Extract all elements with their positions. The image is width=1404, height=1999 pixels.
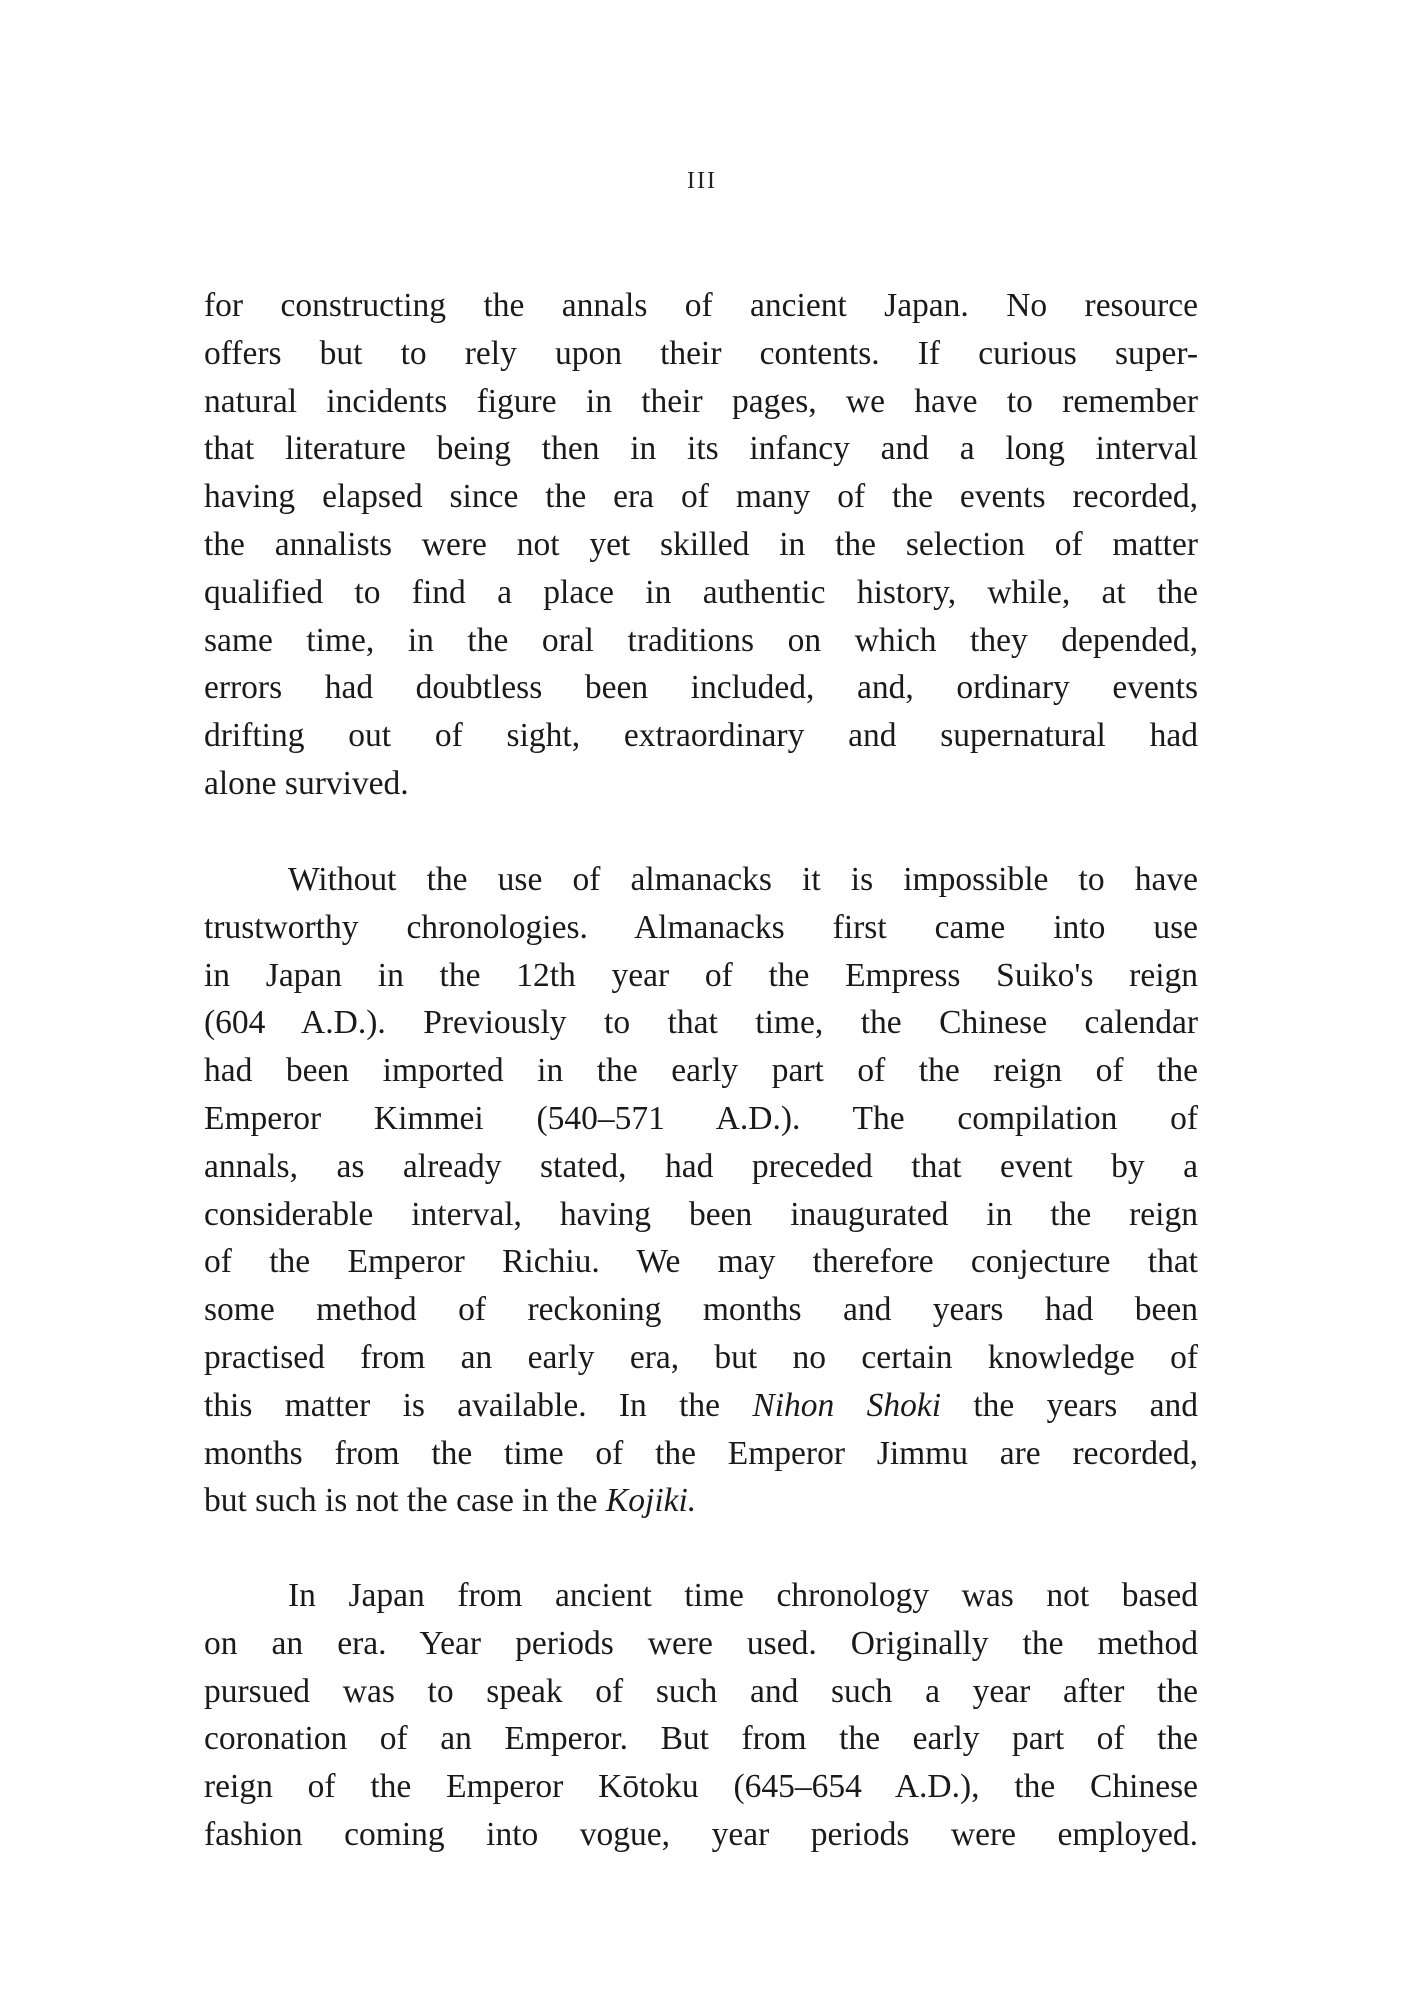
text-line-with-title (204, 1382, 1198, 1430)
text-line: had been imported in the early part of the reign of the (204, 1052, 1198, 1090)
text-line: for constructing the annals of ancient Japan. No resource (204, 287, 1198, 324)
text-line: alone survived. (204, 764, 409, 802)
text-line: qualified to find a place in authentic history, while, at the (204, 573, 1198, 611)
text-segment: but such is not the case in the (204, 1482, 606, 1520)
text-line: Emperor Kimmei (540–571 A.D.). The compilation of (204, 1099, 1198, 1137)
text-line: on an era. Year periods were used. Originally the method (204, 1624, 1198, 1662)
text-line: Without the use of almanacks it is impossible to have (288, 861, 1198, 898)
italic-title-kojiki: Kojiki. (605, 1482, 697, 1520)
text-line: the annalists were not yet skilled in the selection of matter (204, 525, 1198, 563)
text-line: some method of reckoning months and years had been (204, 1291, 1198, 1329)
paragraph-3 (204, 1572, 1198, 1859)
text-segment: the years and (973, 1386, 1199, 1424)
text-line: coronation of an Emperor. But from the early part of the (204, 1720, 1198, 1758)
paragraph-1 (204, 282, 1198, 808)
text-line: considerable interval, having been inaugurated in the reign (204, 1195, 1198, 1233)
text-line: that literature being then in its infancy and a long interval (204, 430, 1198, 468)
text-line: reign of the Emperor Kōtoku (645–654 A.D.), the Chinese (204, 1768, 1198, 1806)
text-line: offers but to rely upon their contents. If curious super- (204, 334, 1198, 372)
text-line: fashion coming into vogue, year periods were employed. (204, 1815, 1198, 1853)
text-line: same time, in the oral traditions on which they depended, (204, 621, 1198, 659)
text-line: drifting out of sight, extraordinary and supernatural had (204, 717, 1198, 755)
text-line: natural incidents figure in their pages, we have to remember (204, 382, 1198, 420)
text-line: trustworthy chronologies. Almanacks first came into use (204, 908, 1198, 946)
text-line: having elapsed since the era of many of the events recorded, (204, 478, 1198, 516)
text-line: In Japan from ancient time chronology was not based (288, 1577, 1198, 1614)
page-number: III (687, 168, 717, 194)
text-line: (604 A.D.). Previously to that time, the Chinese calendar (204, 1004, 1198, 1042)
italic-title-nihon-shoki: Nihon Shoki (752, 1386, 942, 1424)
text-line: pursued was to speak of such and such a year after the (204, 1672, 1198, 1710)
paragraph-2 (204, 856, 1198, 1525)
text-line-with-title (204, 1477, 1198, 1525)
text-line: practised from an early era, but no certain knowledge of (204, 1338, 1198, 1376)
text-line: errors had doubtless been included, and, ordinary events (204, 669, 1198, 707)
text-line: months from the time of the Emperor Jimmu are recorded, (204, 1434, 1198, 1472)
text-line: of the Emperor Richiu. We may therefore conjecture that (204, 1243, 1198, 1281)
text-line: in Japan in the 12th year of the Empress Suiko's reign (204, 956, 1198, 994)
text-line: annals, as already stated, had preceded that event by a (204, 1147, 1198, 1185)
text-segment: this matter is available. In the (204, 1386, 753, 1424)
